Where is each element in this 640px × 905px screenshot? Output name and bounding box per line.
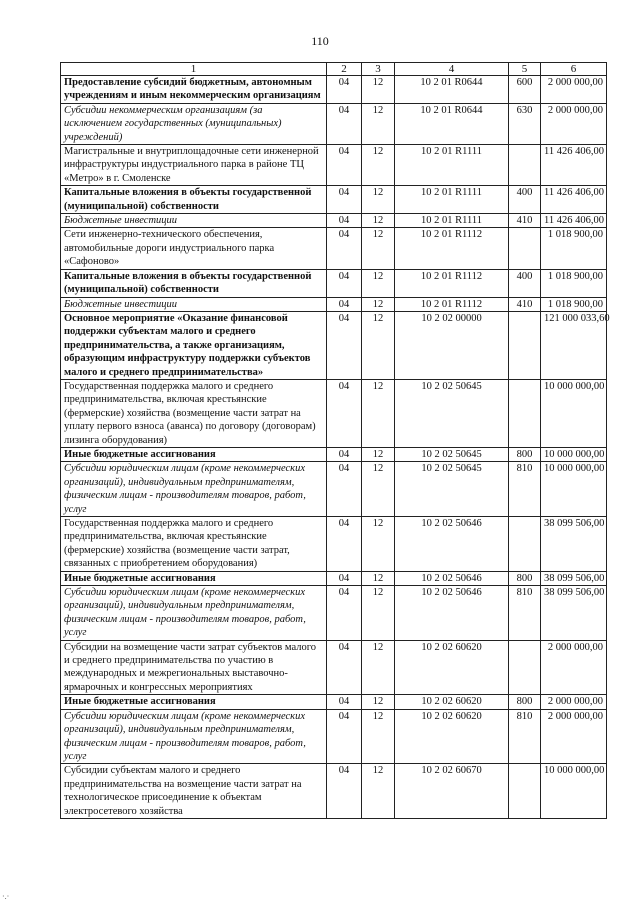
table-row: [61, 76, 607, 104]
subsection-code-cell: 12: [362, 517, 395, 572]
subsection-code-cell: 12: [362, 228, 395, 269]
row-name-cell: Бюджетные инвестиции: [61, 214, 327, 228]
section-code-cell: 04: [327, 640, 362, 695]
amount-cell: 1 018 900,00: [541, 228, 607, 269]
subsection-code-cell: 12: [362, 311, 395, 379]
amount-cell: 11 426 406,00: [541, 186, 607, 214]
row-name-cell: Государственная поддержка малого и среднего предпринимательства, включая крестьянские (фермерские) хозяйства (возмещение части затрат на уплату первого взноса (аванса) по договору (договорам) лизинга оборудования): [61, 379, 327, 447]
amount-cell: 38 099 506,00: [541, 586, 607, 641]
table-row: [61, 311, 607, 379]
expense-type-cell: 410: [509, 214, 541, 228]
amount-cell: 10 000 000,00: [541, 447, 607, 461]
row-name-cell: Магистральные и внутриплощадочные сети инженерной инфраструктуры индустриального парка в районе ТЦ «Метро» в г. Смоленске: [61, 145, 327, 186]
table-row: [61, 379, 607, 447]
row-name-cell: Иные бюджетные ассигнования: [61, 571, 327, 585]
column-header-6: 6: [541, 63, 607, 76]
expense-type-cell: [509, 640, 541, 695]
amount-cell: 10 000 000,00: [541, 379, 607, 447]
table-row: [61, 447, 607, 461]
expense-type-cell: 810: [509, 709, 541, 764]
row-name-cell: Капитальные вложения в объекты государственной (муниципальной) собственности: [61, 186, 327, 214]
subsection-code-cell: 12: [362, 186, 395, 214]
target-article-cell: 10 2 02 50645: [395, 447, 509, 461]
table-row: [61, 228, 607, 269]
page-number: 110: [311, 34, 329, 48]
subsection-code-cell: 12: [362, 462, 395, 517]
column-header-3: 3: [362, 63, 395, 76]
section-code-cell: 04: [327, 145, 362, 186]
table-row: [61, 695, 607, 709]
amount-cell: 10 000 000,00: [541, 462, 607, 517]
section-code-cell: 04: [327, 695, 362, 709]
row-name-cell: Иные бюджетные ассигнования: [61, 695, 327, 709]
table-row: [61, 186, 607, 214]
section-code-cell: 04: [327, 517, 362, 572]
expense-type-cell: 800: [509, 571, 541, 585]
amount-cell: 38 099 506,00: [541, 517, 607, 572]
subsection-code-cell: 12: [362, 103, 395, 144]
amount-cell: 11 426 406,00: [541, 214, 607, 228]
row-name-cell: Субсидии юридическим лицам (кроме некоммерческих организаций), индивидуальным предпринимателям, физическим лицам - производителям товаров, работ, услуг: [61, 709, 327, 764]
table-body: [61, 76, 610, 819]
amount-cell: 121 000 033,60: [541, 311, 607, 379]
section-code-cell: 04: [327, 462, 362, 517]
expense-type-cell: 630: [509, 103, 541, 144]
subsection-code-cell: 12: [362, 695, 395, 709]
target-article-cell: 10 2 01 R1111: [395, 145, 509, 186]
row-name-cell: Субсидии на возмещение части затрат субъектов малого и среднего предпринимательства по участию в международных и межрегиональных выставочно-ярмарочных и конгрессных мероприятиях: [61, 640, 327, 695]
subsection-code-cell: 12: [362, 764, 395, 819]
section-code-cell: 04: [327, 379, 362, 447]
row-name-cell: Государственная поддержка малого и среднего предпринимательства, включая крестьянские (фермерские) хозяйства (возмещение части затрат, связанных с приобретением оборудования): [61, 517, 327, 572]
section-code-cell: 04: [327, 76, 362, 104]
section-code-cell: 04: [327, 297, 362, 311]
table-row: [61, 462, 607, 517]
expense-type-cell: [509, 379, 541, 447]
target-article-cell: 10 2 02 60620: [395, 709, 509, 764]
row-name-cell: Субсидии некоммерческим организациям (за исключением государственных (муниципальных) учреждений): [61, 103, 327, 144]
target-article-cell: 10 2 02 50645: [395, 379, 509, 447]
row-name-cell: Субсидии юридическим лицам (кроме некоммерческих организаций), индивидуальным предпринимателям, физическим лицам - производителям товаров, работ, услуг: [61, 462, 327, 517]
section-code-cell: 04: [327, 709, 362, 764]
column-header-4: 4: [395, 63, 509, 76]
table-row: [61, 517, 607, 572]
section-code-cell: 04: [327, 311, 362, 379]
row-name-cell: Бюджетные инвестиции: [61, 297, 327, 311]
table-row: [61, 103, 607, 144]
column-header-5: 5: [509, 63, 541, 76]
expense-type-cell: 400: [509, 269, 541, 297]
subsection-code-cell: 12: [362, 640, 395, 695]
table-row: [61, 640, 607, 695]
row-name-cell: Предоставление субсидий бюджетным, автономным учреждениям и иным некоммерческим организациям: [61, 76, 327, 104]
table-row: [61, 145, 607, 186]
expense-type-cell: 800: [509, 695, 541, 709]
table-row: [61, 764, 607, 819]
target-article-cell: 10 2 02 50646: [395, 571, 509, 585]
section-code-cell: 04: [327, 586, 362, 641]
subsection-code-cell: 12: [362, 709, 395, 764]
row-name-cell: Капитальные вложения в объекты государственной (муниципальной) собственности: [61, 269, 327, 297]
target-article-cell: 10 2 02 50646: [395, 517, 509, 572]
target-article-cell: 10 2 01 R1111: [395, 214, 509, 228]
expense-type-cell: 810: [509, 586, 541, 641]
subsection-code-cell: 12: [362, 145, 395, 186]
table-row: [61, 586, 607, 641]
subsection-code-cell: 12: [362, 447, 395, 461]
subsection-code-cell: 12: [362, 76, 395, 104]
table-row: [61, 214, 607, 228]
expense-type-cell: 410: [509, 297, 541, 311]
section-code-cell: 04: [327, 228, 362, 269]
section-code-cell: 04: [327, 447, 362, 461]
table-row: [61, 571, 607, 585]
row-name-cell: Сети инженерно-технического обеспечения, автомобильные дороги индустриального парка «Сафоново»: [61, 228, 327, 269]
table-row: [61, 297, 607, 311]
row-name-cell: Субсидии юридическим лицам (кроме некоммерческих организаций), индивидуальным предпринимателям, физическим лицам - производителям товаров, работ, услуг: [61, 586, 327, 641]
row-name-cell: Иные бюджетные ассигнования: [61, 447, 327, 461]
amount-cell: 2 000 000,00: [541, 709, 607, 764]
expense-type-cell: 810: [509, 462, 541, 517]
amount-cell: 2 000 000,00: [541, 695, 607, 709]
section-code-cell: 04: [327, 764, 362, 819]
subsection-code-cell: 12: [362, 214, 395, 228]
expense-type-cell: [509, 517, 541, 572]
amount-cell: 2 000 000,00: [541, 76, 607, 104]
target-article-cell: 10 2 01 R1112: [395, 269, 509, 297]
table-row: [61, 709, 607, 764]
target-article-cell: 10 2 02 60620: [395, 695, 509, 709]
row-name-cell: Основное мероприятие «Оказание финансовой поддержки субъектам малого и среднего предпринимательства, а также организациям, образующим инфраструктуру поддержки субъектов малого и среднего предпринимательства»: [61, 311, 327, 379]
row-name-cell: Субсидии субъектам малого и среднего предпринимательства на возмещение части затрат на технологическое присоединение к объектам электросетевого хозяйства: [61, 764, 327, 819]
amount-cell: 11 426 406,00: [541, 145, 607, 186]
amount-cell: 2 000 000,00: [541, 640, 607, 695]
subsection-code-cell: 12: [362, 297, 395, 311]
expense-type-cell: 600: [509, 76, 541, 104]
amount-cell: 10 000 000,00: [541, 764, 607, 819]
table-row: [61, 269, 607, 297]
amount-cell: 1 018 900,00: [541, 269, 607, 297]
budget-table: [60, 62, 610, 819]
table-header-row: [61, 63, 607, 76]
target-article-cell: 10 2 02 60620: [395, 640, 509, 695]
column-header-2: 2: [327, 63, 362, 76]
amount-cell: 2 000 000,00: [541, 103, 607, 144]
subsection-code-cell: 12: [362, 269, 395, 297]
target-article-cell: 10 2 02 00000: [395, 311, 509, 379]
section-code-cell: 04: [327, 186, 362, 214]
subsection-code-cell: 12: [362, 379, 395, 447]
expense-type-cell: 400: [509, 186, 541, 214]
expense-type-cell: [509, 311, 541, 379]
section-code-cell: 04: [327, 214, 362, 228]
subsection-code-cell: 12: [362, 571, 395, 585]
expense-type-cell: 800: [509, 447, 541, 461]
section-code-cell: 04: [327, 571, 362, 585]
subsection-code-cell: 12: [362, 586, 395, 641]
target-article-cell: 10 2 02 60670: [395, 764, 509, 819]
target-article-cell: 10 2 01 R1112: [395, 228, 509, 269]
scan-mark: ·.·: [2, 892, 10, 901]
expense-type-cell: [509, 764, 541, 819]
amount-cell: 38 099 506,00: [541, 571, 607, 585]
target-article-cell: 10 2 01 R0644: [395, 76, 509, 104]
section-code-cell: 04: [327, 269, 362, 297]
target-article-cell: 10 2 02 50645: [395, 462, 509, 517]
expense-type-cell: [509, 145, 541, 186]
target-article-cell: 10 2 01 R1111: [395, 186, 509, 214]
target-article-cell: 10 2 02 50646: [395, 586, 509, 641]
column-header-1: 1: [61, 63, 327, 76]
expense-type-cell: [509, 228, 541, 269]
target-article-cell: 10 2 01 R1112: [395, 297, 509, 311]
section-code-cell: 04: [327, 103, 362, 144]
amount-cell: 1 018 900,00: [541, 297, 607, 311]
target-article-cell: 10 2 01 R0644: [395, 103, 509, 144]
